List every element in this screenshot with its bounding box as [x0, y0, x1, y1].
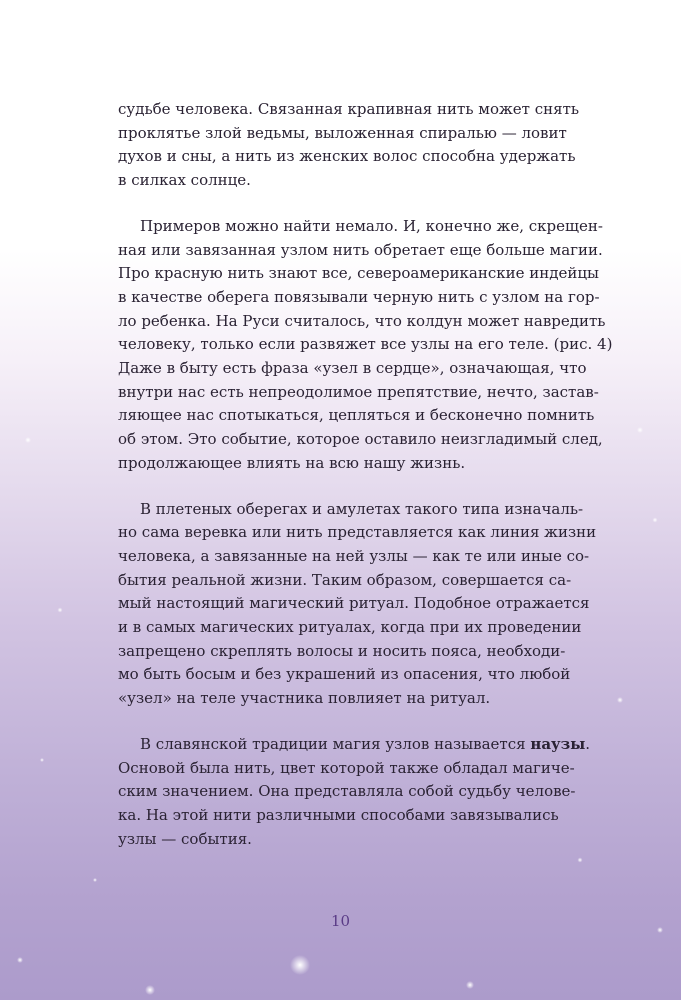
- text-line-with-term: [118, 733, 590, 757]
- text-line: В плетеных оберегах и амулетах такого типа изначаль-: [140, 499, 584, 518]
- text-line: мо быть босым и без украшений из опасения, что любой: [118, 665, 571, 684]
- text-line: духов и сны, а нить из женских волос способна удержать: [118, 147, 576, 166]
- text-line: судьбе человека. Связанная крапивная нить может снять: [118, 100, 580, 118]
- text-line: запрещено скреплять волосы и носить пояса, необходи-: [118, 641, 566, 660]
- text-line: в силках солнце.: [118, 171, 251, 190]
- page-number: 10: [330, 912, 351, 930]
- text-line: Примеров можно найти немало. И, конечно же, скрещен-: [140, 216, 603, 235]
- text-line: но сама веревка или нить представляется как линия жизни: [118, 523, 597, 542]
- text-line: человека, а завязанные на ней узлы — как те или иные со-: [118, 546, 590, 565]
- text-line: Про красную нить знают все, североамериканские индейцы: [118, 264, 599, 283]
- text-line: об этом. Это событие, которое оставило неизгладимый след,: [118, 430, 603, 449]
- text-line: продолжающее влиять на всю нашу жизнь.: [118, 453, 466, 472]
- text-line: узлы — события.: [118, 829, 252, 848]
- text-line: ло ребенка. На Руси считалось, что колдун может навредить: [118, 311, 606, 330]
- bold-term: наузы: [530, 734, 586, 753]
- text-fragment: В славянской традиции магия узлов называется: [140, 734, 531, 753]
- text-line: ная или завязанная узлом нить обретает еще больше магии.: [118, 240, 603, 259]
- text-line: ским значением. Она представляла собой судьбу челове-: [118, 782, 576, 801]
- text-line: в качестве оберега повязывали черную нить с узлом на гор-: [118, 287, 600, 306]
- text-line: внутри нас есть непреодолимое препятствие, нечто, застав-: [118, 382, 599, 401]
- text-line: проклятье злой ведьмы, выложенная спиралью — ловит: [118, 123, 567, 142]
- paragraph-4: [118, 733, 590, 852]
- text-line: мый настоящий магический ритуал. Подобное отражается: [118, 594, 590, 613]
- paragraph-2: [118, 215, 613, 476]
- text-line: Основой была нить, цвет которой также обладал магиче-: [118, 758, 575, 777]
- text-line: человеку, только если развяжет все узлы на его теле. (рис. 4): [118, 335, 613, 354]
- page-text: [118, 98, 613, 873]
- text-line: и в самых магических ритуалах, когда при их проведении: [118, 618, 582, 637]
- paragraph-3: [118, 498, 597, 711]
- text-line: «узел» на теле участника повлияет на ритуал.: [118, 689, 491, 708]
- text-line: ляющее нас спотыкаться, цепляться и бесконечно помнить: [118, 406, 595, 425]
- text-line: ка. На этой нити различными способами завязывались: [118, 805, 559, 824]
- text-line: Даже в быту есть фраза «узел в сердце», означающая, что: [118, 359, 587, 378]
- text-fragment: .: [585, 734, 591, 753]
- paragraph-1: [118, 98, 590, 193]
- text-line: бытия реальной жизни. Таким образом, совершается са-: [118, 570, 572, 589]
